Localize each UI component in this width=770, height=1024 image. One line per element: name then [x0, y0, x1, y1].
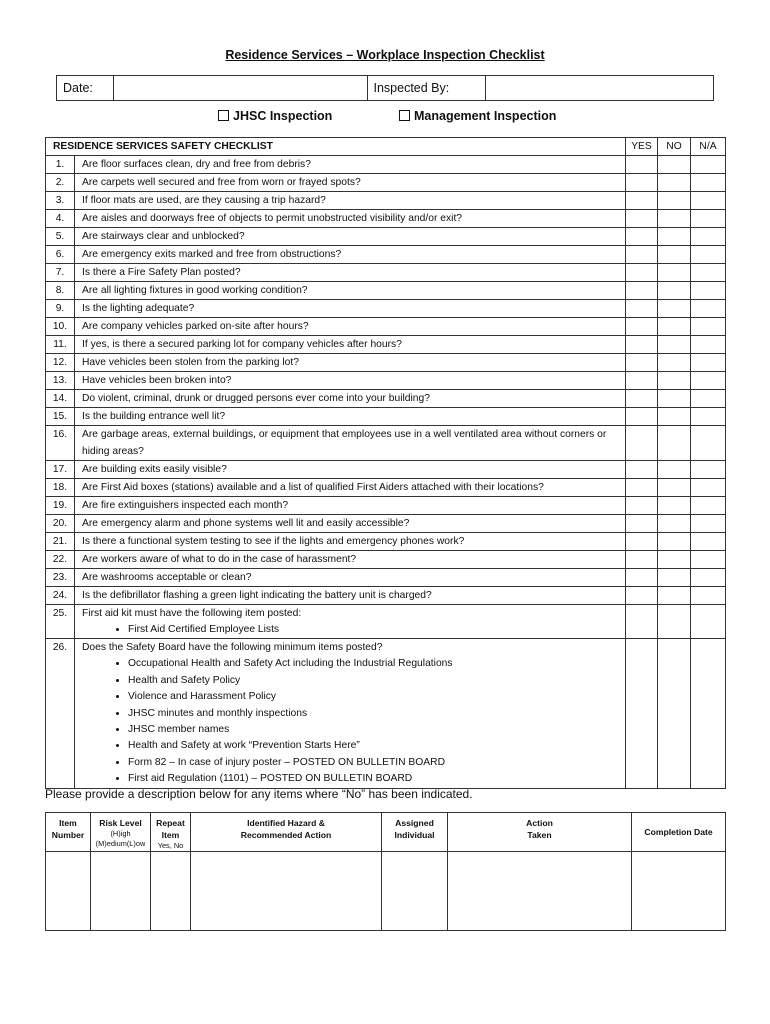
answer-no-cell[interactable] — [658, 569, 691, 587]
answer-yes-cell[interactable] — [626, 426, 658, 461]
risk-level-header — [91, 813, 151, 852]
date-label: Date: — [57, 76, 114, 101]
checklist-row — [46, 192, 726, 210]
item-number: 1. — [46, 156, 75, 174]
hazard-header — [191, 813, 382, 852]
item-question: If yes, is there a secured parking lot for company vehicles after hours? — [75, 336, 626, 354]
header-line: Recommended Action — [240, 830, 332, 840]
answer-no-cell[interactable] — [658, 282, 691, 300]
answer-yes-cell[interactable] — [626, 246, 658, 264]
answer-na-cell[interactable] — [691, 639, 726, 788]
answer-na-cell[interactable] — [691, 372, 726, 390]
checklist-row — [46, 569, 726, 587]
answer-yes-cell[interactable] — [626, 372, 658, 390]
answer-no-cell[interactable] — [658, 156, 691, 174]
header-subline: Yes, No — [157, 841, 184, 850]
answer-na-cell[interactable] — [691, 192, 726, 210]
item-question: Is there a Fire Safety Plan posted? — [75, 264, 626, 282]
answer-na-cell[interactable] — [691, 210, 726, 228]
answer-yes-cell[interactable] — [626, 551, 658, 569]
answer-no-cell[interactable] — [658, 192, 691, 210]
checklist-row — [46, 282, 726, 300]
answer-yes-cell[interactable] — [626, 282, 658, 300]
checkbox-icon[interactable] — [399, 110, 410, 121]
answer-no-cell[interactable] — [658, 174, 691, 192]
header-line: Number — [51, 830, 85, 840]
answer-no-cell[interactable] — [658, 228, 691, 246]
answer-no-cell[interactable] — [658, 497, 691, 515]
answer-yes-cell[interactable] — [626, 479, 658, 497]
item-question: Are aisles and doorways free of objects to permit unobstructed visibility and/or exit? — [75, 210, 626, 228]
item-question: Does the Safety Board have the following minimum items posted? — [82, 642, 383, 654]
checklist-row — [46, 318, 726, 336]
item-number: 22. — [46, 551, 75, 569]
answer-no-cell[interactable] — [658, 515, 691, 533]
header-line: Item — [161, 830, 180, 840]
item-question: Are all lighting fixtures in good working condition? — [75, 282, 626, 300]
item-number: 4. — [46, 210, 75, 228]
checkbox-icon[interactable] — [218, 110, 229, 121]
checklist-row — [46, 426, 726, 461]
answer-yes-cell[interactable] — [626, 605, 658, 639]
checklist-row — [46, 390, 726, 408]
checklist-row — [46, 228, 726, 246]
answer-na-cell[interactable] — [691, 264, 726, 282]
item-question: Have vehicles been broken into? — [75, 372, 626, 390]
item-number: 19. — [46, 497, 75, 515]
answer-na-cell[interactable] — [691, 156, 726, 174]
item-number-header — [46, 813, 91, 852]
answer-na-cell[interactable] — [691, 282, 726, 300]
risk-level-cell[interactable] — [91, 852, 151, 931]
management-inspection-label: Management Inspection — [414, 109, 557, 123]
repeat-item-cell[interactable] — [151, 852, 191, 931]
header-subline: (M)edium(L)ow — [95, 839, 146, 848]
answer-no-cell[interactable] — [658, 246, 691, 264]
checklist-row — [46, 533, 726, 551]
answer-no-cell[interactable] — [658, 533, 691, 551]
bullet-item: • Occupational Health and Safety Act including the Industrial Regulations — [128, 656, 625, 672]
answer-na-cell[interactable] — [691, 569, 726, 587]
header-line: Identified Hazard & — [247, 818, 325, 828]
item-question: Are carpets well secured and free from worn or frayed spots? — [75, 174, 626, 192]
item-number: 8. — [46, 282, 75, 300]
item-number: 13. — [46, 372, 75, 390]
column-header-no: NO — [658, 138, 691, 156]
checklist-row-26 — [46, 639, 726, 788]
checklist-row — [46, 515, 726, 533]
header-line: Action — [526, 818, 553, 828]
answer-no-cell[interactable] — [658, 372, 691, 390]
answer-na-cell[interactable] — [691, 336, 726, 354]
checklist-row — [46, 354, 726, 372]
checklist-heading: RESIDENCE SERVICES SAFETY CHECKLIST — [46, 138, 626, 156]
inspected-by-label: Inspected By: — [367, 76, 486, 101]
safety-checklist-table — [45, 137, 726, 789]
answer-yes-cell[interactable] — [626, 639, 658, 788]
completion-date-header: Completion Date — [632, 813, 726, 852]
checklist-row — [46, 497, 726, 515]
column-header-yes: YES — [626, 138, 658, 156]
answer-na-cell[interactable] — [691, 515, 726, 533]
checklist-row — [46, 174, 726, 192]
answer-no-cell[interactable] — [658, 587, 691, 605]
item-number: 26. — [46, 639, 75, 788]
item-question: Are stairways clear and unblocked? — [75, 228, 626, 246]
action-table — [45, 812, 726, 931]
answer-no-cell[interactable] — [658, 605, 691, 639]
answer-na-cell[interactable] — [691, 479, 726, 497]
answer-na-cell[interactable] — [691, 497, 726, 515]
inspection-info-table — [56, 75, 714, 101]
item-number: 10. — [46, 318, 75, 336]
item-number: 23. — [46, 569, 75, 587]
item-number: 24. — [46, 587, 75, 605]
item-number: 21. — [46, 533, 75, 551]
date-field[interactable] — [113, 76, 367, 101]
answer-no-cell[interactable] — [658, 300, 691, 318]
bullet-item: • First Aid Certified Employee Lists — [128, 622, 625, 638]
answer-no-cell[interactable] — [658, 318, 691, 336]
item-number: 14. — [46, 390, 75, 408]
item-question: Are workers aware of what to do in the case of harassment? — [75, 551, 626, 569]
answer-yes-cell[interactable] — [626, 210, 658, 228]
answer-yes-cell[interactable] — [626, 354, 658, 372]
answer-yes-cell[interactable] — [626, 515, 658, 533]
item-question: Are fire extinguishers inspected each month? — [75, 497, 626, 515]
answer-na-cell[interactable] — [691, 318, 726, 336]
item-question: First aid kit must have the following item posted: — [82, 608, 302, 619]
assigned-cell[interactable] — [382, 852, 448, 931]
item-question: Are building exits easily visible? — [75, 461, 626, 479]
answer-yes-cell[interactable] — [626, 300, 658, 318]
checklist-row — [46, 551, 726, 569]
item-number: 7. — [46, 264, 75, 282]
item-question: Is the defibrillator flashing a green light indicating the battery unit is charged? — [75, 587, 626, 605]
header-line: Repeat — [156, 818, 185, 828]
answer-na-cell[interactable] — [691, 587, 726, 605]
action-entry-row — [46, 852, 726, 931]
bullet-list — [82, 622, 625, 638]
item-question: Is there a functional system testing to see if the lights and emergency phones work? — [75, 533, 626, 551]
answer-yes-cell[interactable] — [626, 318, 658, 336]
bullet-item: • JHSC minutes and monthly inspections — [128, 706, 625, 722]
answer-no-cell[interactable] — [658, 479, 691, 497]
checklist-row — [46, 587, 726, 605]
answer-na-cell[interactable] — [691, 390, 726, 408]
item-number-cell[interactable] — [46, 852, 91, 931]
completion-date-cell[interactable] — [632, 852, 726, 931]
bullet-item: • First aid Regulation (1101) – POSTED ON BULLETIN BOARD — [128, 771, 625, 787]
assigned-header — [382, 813, 448, 852]
bullet-item: • Health and Safety at work “Prevention Starts Here” — [128, 738, 625, 754]
item-question: Is the building entrance well lit? — [75, 408, 626, 426]
checklist-row — [46, 300, 726, 318]
bullet-item: • Violence and Harassment Policy — [128, 689, 625, 705]
item-number: 3. — [46, 192, 75, 210]
answer-yes-cell[interactable] — [626, 192, 658, 210]
item-question: Are company vehicles parked on-site after hours? — [75, 318, 626, 336]
checklist-row-25 — [46, 605, 726, 639]
item-number: 12. — [46, 354, 75, 372]
item-number: 25. — [46, 605, 75, 639]
header-line: Taken — [527, 830, 552, 840]
item-number: 16. — [46, 426, 75, 461]
answer-yes-cell[interactable] — [626, 264, 658, 282]
checklist-row — [46, 479, 726, 497]
item-question: Do violent, criminal, drunk or drugged persons ever come into your building? — [75, 390, 626, 408]
answer-no-cell[interactable] — [658, 264, 691, 282]
answer-na-cell[interactable] — [691, 246, 726, 264]
answer-na-cell[interactable] — [691, 408, 726, 426]
answer-yes-cell[interactable] — [626, 461, 658, 479]
checklist-row — [46, 264, 726, 282]
checklist-row — [46, 210, 726, 228]
action-taken-header — [448, 813, 632, 852]
item-question: Are garbage areas, external buildings, or equipment that employees use in a well ventilated area without corners or hiding areas? — [75, 426, 626, 461]
header-line: Individual — [394, 830, 435, 840]
repeat-item-header — [151, 813, 191, 852]
item-number: 5. — [46, 228, 75, 246]
answer-na-cell[interactable] — [691, 605, 726, 639]
item-number: 17. — [46, 461, 75, 479]
answer-yes-cell[interactable] — [626, 533, 658, 551]
answer-no-cell[interactable] — [658, 210, 691, 228]
header-line: Risk Level — [99, 818, 142, 828]
checklist-row — [46, 156, 726, 174]
page-title: Residence Services – Workplace Inspection Checklist — [225, 48, 545, 62]
bullet-list — [82, 656, 625, 787]
item-question: Are First Aid boxes (stations) available and a list of qualified First Aiders attached with their locations? — [75, 479, 626, 497]
item-number: 15. — [46, 408, 75, 426]
jhsc-inspection-option[interactable] — [218, 109, 332, 123]
item-number: 9. — [46, 300, 75, 318]
header-line: Assigned — [395, 818, 434, 828]
bullet-item: • Health and Safety Policy — [128, 673, 625, 689]
hazard-cell[interactable] — [191, 852, 382, 931]
answer-na-cell[interactable] — [691, 551, 726, 569]
bullet-item: • JHSC member names — [128, 722, 625, 738]
answer-no-cell[interactable] — [658, 639, 691, 788]
answer-yes-cell[interactable] — [626, 497, 658, 515]
checklist-row — [46, 336, 726, 354]
item-question: Are floor surfaces clean, dry and free from debris? — [75, 156, 626, 174]
answer-yes-cell[interactable] — [626, 587, 658, 605]
answer-no-cell[interactable] — [658, 336, 691, 354]
answer-yes-cell[interactable] — [626, 228, 658, 246]
answer-yes-cell[interactable] — [626, 390, 658, 408]
checklist-row — [46, 408, 726, 426]
answer-na-cell[interactable] — [691, 228, 726, 246]
item-number: 2. — [46, 174, 75, 192]
answer-yes-cell[interactable] — [626, 408, 658, 426]
management-inspection-option[interactable] — [399, 109, 556, 123]
jhsc-inspection-label: JHSC Inspection — [233, 109, 333, 123]
description-prompt: Please provide a description below for any items where “No” has been indicated. — [45, 787, 473, 801]
item-number: 18. — [46, 479, 75, 497]
answer-na-cell[interactable] — [691, 461, 726, 479]
answer-na-cell[interactable] — [691, 533, 726, 551]
item-question: If floor mats are used, are they causing a trip hazard? — [75, 192, 626, 210]
item-question: Are emergency exits marked and free from obstructions? — [75, 246, 626, 264]
item-number: 11. — [46, 336, 75, 354]
answer-no-cell[interactable] — [658, 390, 691, 408]
answer-yes-cell[interactable] — [626, 569, 658, 587]
item-number: 20. — [46, 515, 75, 533]
checklist-row — [46, 461, 726, 479]
answer-no-cell[interactable] — [658, 426, 691, 461]
item-question: Are emergency alarm and phone systems well lit and easily accessible? — [75, 515, 626, 533]
answer-no-cell[interactable] — [658, 354, 691, 372]
inspected-by-field[interactable] — [486, 76, 714, 101]
answer-na-cell[interactable] — [691, 354, 726, 372]
header-line: Item — [59, 818, 77, 828]
checklist-row — [46, 372, 726, 390]
answer-yes-cell[interactable] — [626, 156, 658, 174]
answer-yes-cell[interactable] — [626, 174, 658, 192]
header-subline: (H)igh — [110, 829, 131, 838]
answer-yes-cell[interactable] — [626, 336, 658, 354]
answer-no-cell[interactable] — [658, 408, 691, 426]
column-header-na: N/A — [691, 138, 726, 156]
item-question: Have vehicles been stolen from the parking lot? — [75, 354, 626, 372]
answer-no-cell[interactable] — [658, 461, 691, 479]
answer-no-cell[interactable] — [658, 551, 691, 569]
item-question: Are washrooms acceptable or clean? — [75, 569, 626, 587]
bullet-item: • Form 82 – In case of injury poster – POSTED ON BULLETIN BOARD — [128, 755, 625, 771]
item-number: 6. — [46, 246, 75, 264]
item-question: Is the lighting adequate? — [75, 300, 626, 318]
action-taken-cell[interactable] — [448, 852, 632, 931]
checklist-row — [46, 246, 726, 264]
answer-na-cell[interactable] — [691, 426, 726, 461]
answer-na-cell[interactable] — [691, 174, 726, 192]
answer-na-cell[interactable] — [691, 300, 726, 318]
